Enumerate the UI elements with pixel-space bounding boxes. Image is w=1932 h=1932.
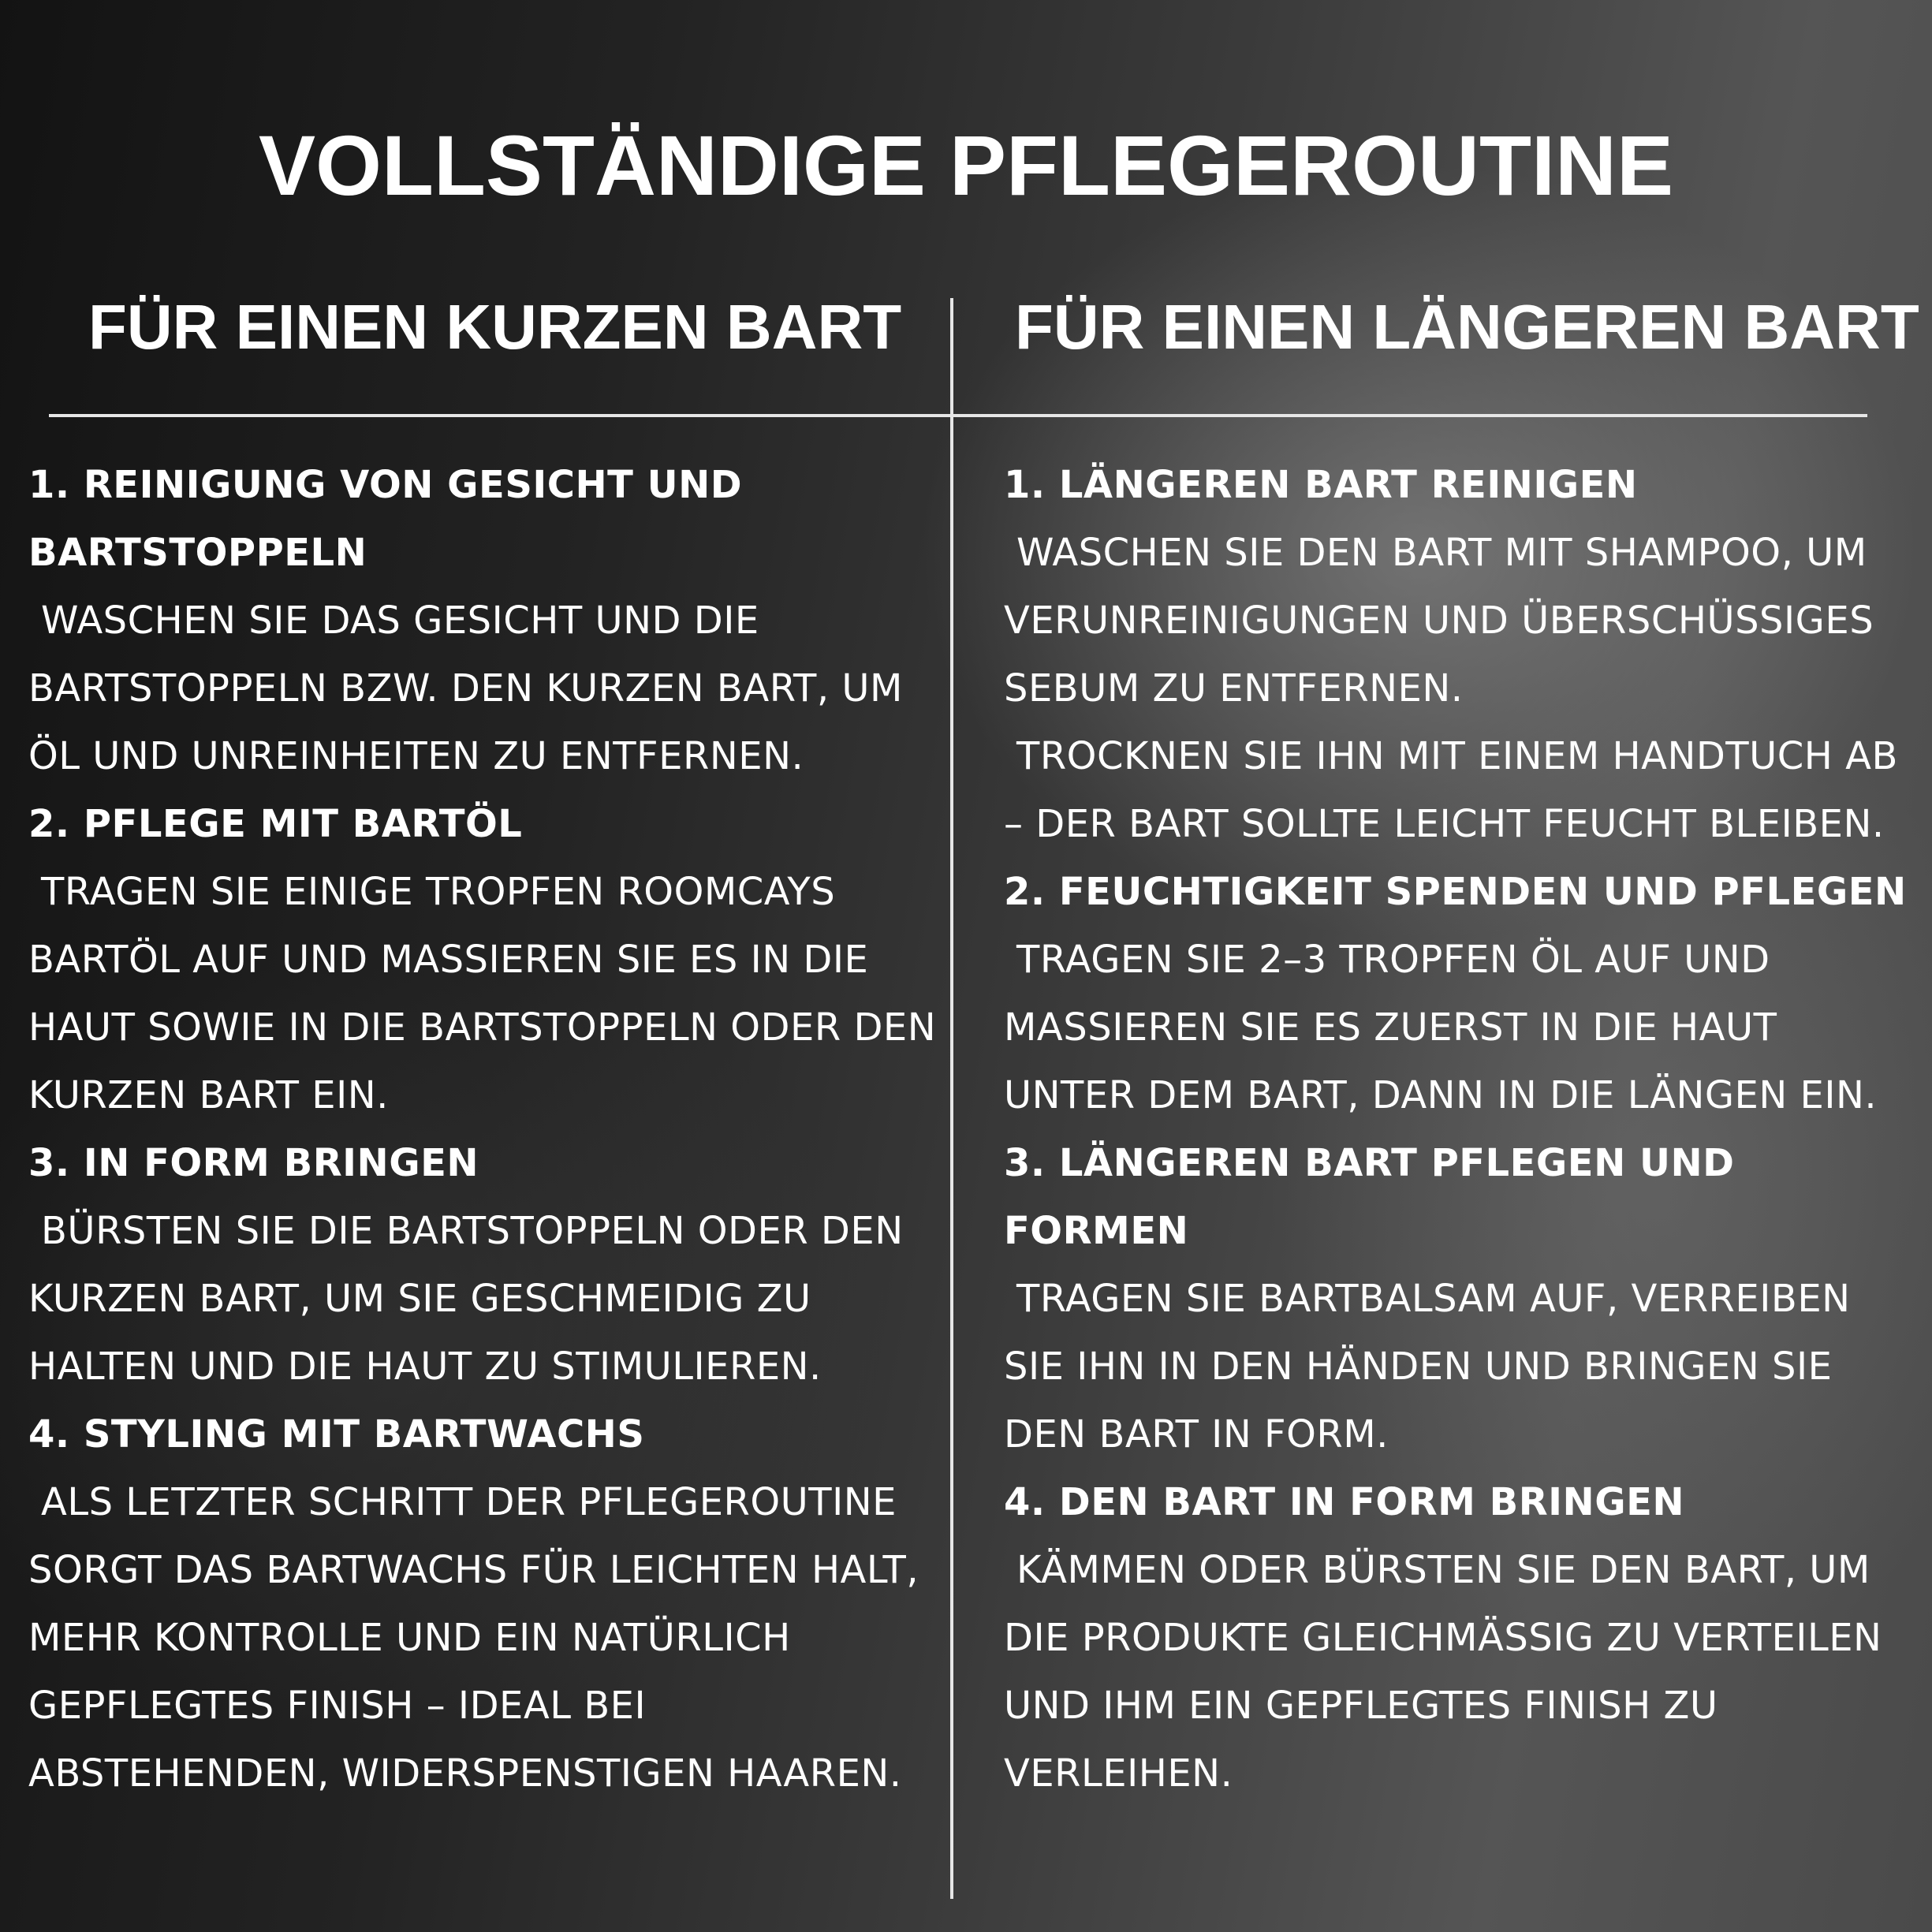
- page-title: VOLLSTÄNDIGE PFLEGEROUTINE: [258, 117, 1674, 213]
- step-text: TRAGEN SIE 2–3 TROPFEN ÖL AUF UND MASSIEREN SIE ES ZUERST IN DIE HAUT UNTER DEM BART, DANN IN DIE LÄNGEN EIN.: [1004, 938, 1878, 1117]
- long-beard-step-3: [1004, 1129, 1919, 1468]
- step-text: TRAGEN SIE EINIGE TROPFEN ROOMCAYS BARTÖL AUF UND MASSIEREN SIE ES IN DIE HAUT SOWIE IN DIE BARTSTOPPELN ODER DEN KURZEN BART EIN.: [28, 870, 937, 1117]
- long-beard-step-4: [1004, 1468, 1919, 1807]
- step-text: TRAGEN SIE BARTBALSAM AUF, VERREIBEN SIE IHN IN DEN HÄNDEN UND BRINGEN SIE DEN BART IN FORM.: [1004, 1277, 1851, 1456]
- step-text: BÜRSTEN SIE DIE BARTSTOPPELN ODER DEN KURZEN BART, UM SIE GESCHMEIDIG ZU HALTEN UND DIE HAUT ZU STIMULIEREN.: [28, 1209, 904, 1389]
- long-beard-step-2: [1004, 858, 1919, 1129]
- step-title: 2. FEUCHTIGKEIT SPENDEN UND PFLEGEN: [1004, 870, 1907, 914]
- step-title: 3. LÄNGEREN BART PFLEGEN UND FORMEN: [1004, 1141, 1735, 1253]
- step-text: ALS LETZTER SCHRITT DER PFLEGEROUTINE SORGT DAS BARTWACHS FÜR LEICHTEN HALT, MEHR KONTROLLE UND EIN NATÜRLICH GEPFLEGTES FINISH – IDEAL BEI ABSTEHENDEN, WIDERSPENSTIGEN HAAREN.: [28, 1480, 919, 1796]
- step-text: WASCHEN SIE DAS GESICHT UND DIE BARTSTOPPELN BZW. DEN KURZEN BART, UM ÖL UND UNREINHEITEN ZU ENTFERNEN.: [28, 599, 903, 778]
- step-title: 1. REINIGUNG VON GESICHT UND BARTSTOPPELN: [28, 463, 743, 575]
- step-title: 3. IN FORM BRINGEN: [28, 1141, 479, 1185]
- step-text: WASCHEN SIE DEN BART MIT SHAMPOO, UM VERUNREINIGUNGEN UND ÜBERSCHÜSSIGES SEBUM ZU ENTFERNEN.: [1004, 531, 1874, 711]
- short-beard-column: [28, 451, 943, 1807]
- step-title: 2. PFLEGE MIT BARTÖL: [28, 802, 523, 846]
- step-title: 4. STYLING MIT BARTWACHS: [28, 1412, 645, 1456]
- short-beard-step-3: [28, 1129, 943, 1401]
- step-text: KÄMMEN ODER BÜRSTEN SIE DEN BART, UM DIE PRODUKTE GLEICHMÄSSIG ZU VERTEILEN UND IHM EIN GEPFLEGTES FINISH ZU VERLEIHEN.: [1004, 1548, 1882, 1796]
- short-beard-step-4: [28, 1401, 943, 1807]
- long-beard-heading: FÜR EINEN LÄNGEREN BART: [1015, 292, 1919, 362]
- long-beard-step-1: [1004, 451, 1919, 858]
- long-beard-column: [1004, 451, 1919, 1807]
- step-title: 4. DEN BART IN FORM BRINGEN: [1004, 1480, 1685, 1524]
- step-title: 1. LÄNGEREN BART REINIGEN: [1004, 463, 1638, 507]
- horizontal-divider: [49, 414, 1867, 417]
- short-beard-step-2: [28, 790, 943, 1129]
- short-beard-step-1: [28, 451, 943, 790]
- step-text-secondary: TROCKNEN SIE IHN MIT EINEM HANDTUCH AB – DER BART SOLLTE LEICHT FEUCHT BLEIBEN.: [1004, 734, 1898, 846]
- short-beard-heading: FÜR EINEN KURZEN BART: [88, 292, 902, 362]
- vertical-divider: [950, 298, 953, 1899]
